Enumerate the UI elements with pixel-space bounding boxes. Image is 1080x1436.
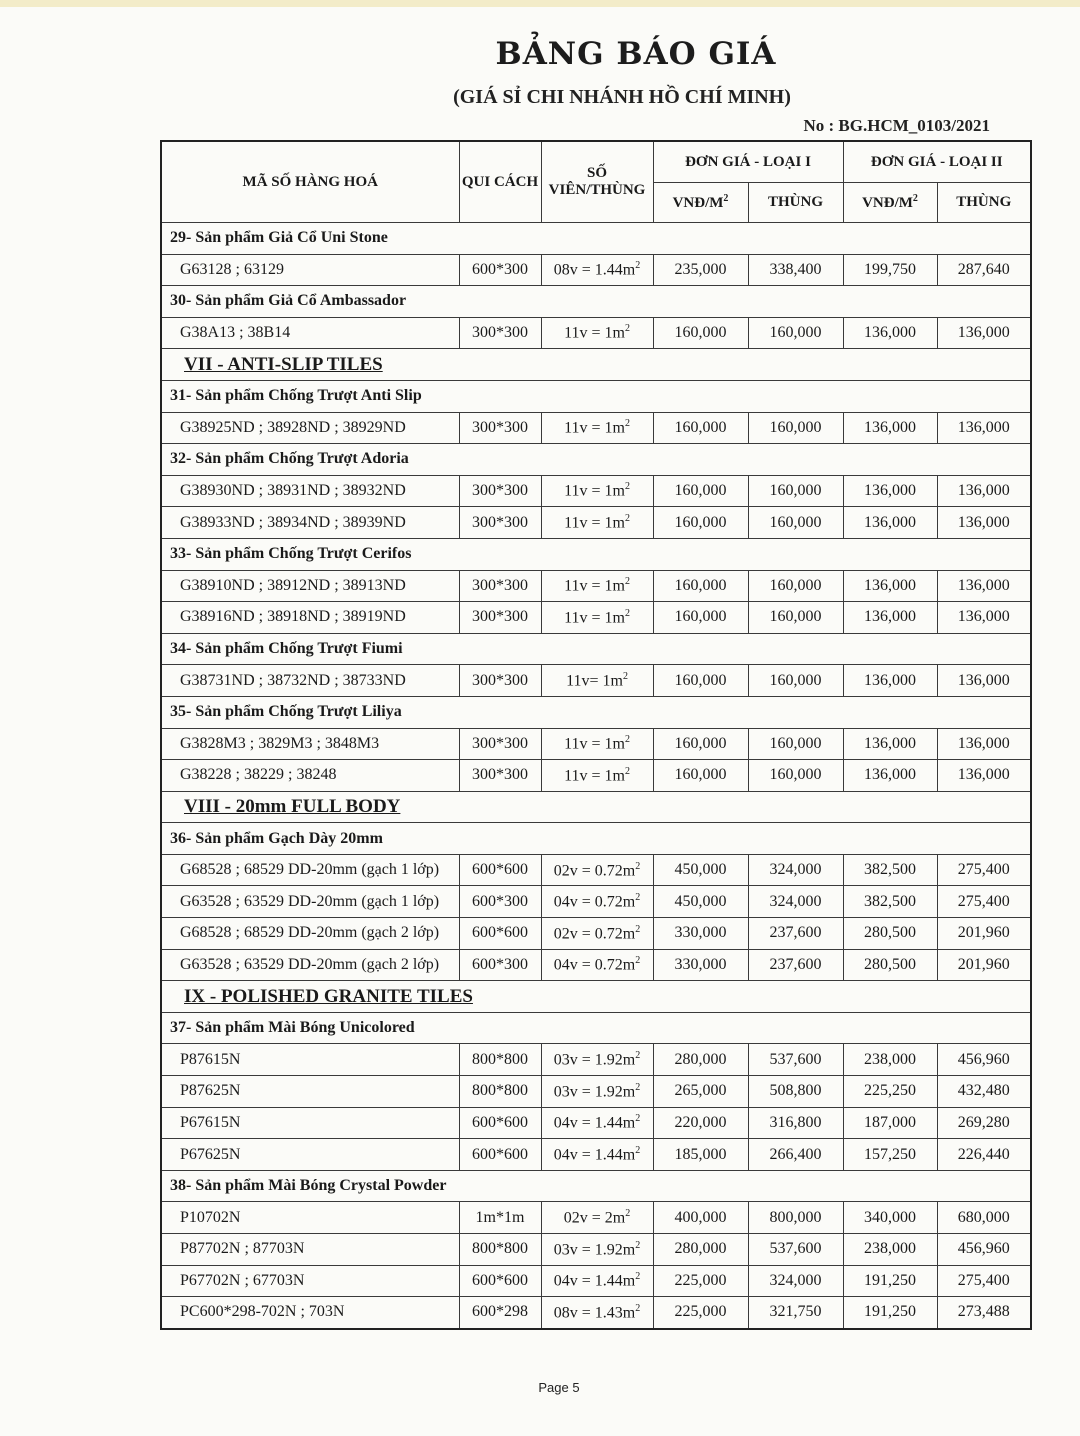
cell-pcs: $04v = 0.72m^2$ [541,949,653,981]
table-row [161,507,1031,539]
cell-price-2-box: 201,960 [937,918,1031,950]
cell-price-2-m2: 136,000 [843,570,937,602]
cell-price-2-m2: 136,000 [843,728,937,760]
cell-code: P87702N ; 87703N [161,1234,459,1266]
table-row [161,317,1031,349]
cell-price-2-box: 136,000 [937,760,1031,792]
cell-code: G3828M3 ; 3829M3 ; 3848M3 [161,728,459,760]
cell-price-1-box: 266,400 [748,1139,843,1171]
cell-spec: 300*300 [459,317,541,349]
cell-price-1-m2: 280,000 [653,1044,748,1076]
section-heading: IX - POLISHED GRANITE TILES [161,981,1031,1013]
cell-price-2-box: 456,960 [937,1044,1031,1076]
cell-price-2-m2: 187,000 [843,1107,937,1139]
cell-price-2-m2: 280,500 [843,918,937,950]
cell-spec: 600*600 [459,1107,541,1139]
cell-spec: 800*800 [459,1076,541,1108]
cell-price-2-m2: 191,250 [843,1297,937,1329]
cell-spec: 300*300 [459,475,541,507]
category-row [161,633,1031,665]
cell-price-1-m2: 265,000 [653,1076,748,1108]
category-row [161,444,1031,476]
category-label: 36- Sản phẩm Gạch Dày 20mm [161,823,1031,855]
cell-price-1-box: 160,000 [748,570,843,602]
cell-pcs: $03v = 1.92m^2$ [541,1076,653,1108]
cell-price-1-box: 800,000 [748,1202,843,1234]
section-heading: VIII - 20mm FULL BODY [161,791,1031,823]
cell-pcs: $04v = 0.72m^2$ [541,886,653,918]
cell-price-2-box: 226,440 [937,1139,1031,1171]
top-edge [0,0,1080,7]
cell-price-2-m2: 199,750 [843,254,937,286]
cell-price-2-m2: 238,000 [843,1234,937,1266]
header-vnd-m2-2: VNĐ/$M^2$ [843,183,937,223]
cell-price-2-m2: 157,250 [843,1139,937,1171]
cell-price-2-box: 273,488 [937,1297,1031,1329]
table-row [161,728,1031,760]
cell-code: G38933ND ; 38934ND ; 38939ND [161,507,459,539]
cell-price-2-box: 136,000 [937,507,1031,539]
cell-spec: 600*600 [459,854,541,886]
cell-spec: 600*298 [459,1297,541,1329]
cell-price-1-box: 160,000 [748,475,843,507]
cell-pcs: $11v = 1m^2$ [541,412,653,444]
cell-price-1-m2: 160,000 [653,317,748,349]
cell-price-1-box: 160,000 [748,760,843,792]
cell-price-1-box: 321,750 [748,1297,843,1329]
cell-pcs: $03v = 1.92m^2$ [541,1044,653,1076]
cell-price-2-box: 136,000 [937,412,1031,444]
category-label: 31- Sản phẩm Chống Trượt Anti Slip [161,380,1031,412]
cell-pcs: $04v = 1.44m^2$ [541,1139,653,1171]
cell-pcs: $02v = 0.72m^2$ [541,918,653,950]
cell-spec: 300*300 [459,412,541,444]
table-row [161,949,1031,981]
cell-code: P10702N [161,1202,459,1234]
cell-pcs: $02v = 2m^2$ [541,1202,653,1234]
cell-price-1-m2: 330,000 [653,949,748,981]
page-title: BẢNG BÁO GIÁ [495,36,777,72]
cell-price-1-m2: 160,000 [653,728,748,760]
cell-price-2-box: 287,640 [937,254,1031,286]
cell-price-2-box: 136,000 [937,570,1031,602]
cell-price-2-m2: 191,250 [843,1265,937,1297]
cell-pcs: $11v = 1m^2$ [541,475,653,507]
price-table-body [161,223,1031,1329]
section-heading-row [161,981,1031,1013]
cell-price-1-m2: 225,000 [653,1297,748,1329]
cell-spec: 600*600 [459,918,541,950]
cell-pcs: $08v = 1.44m^2$ [541,254,653,286]
table-row [161,854,1031,886]
category-row [161,696,1031,728]
table-row [161,1234,1031,1266]
header-code: MÃ SỐ HÀNG HOÁ [161,141,459,223]
category-label: 32- Sản phẩm Chống Trượt Adoria [161,444,1031,476]
cell-price-1-m2: 450,000 [653,854,748,886]
category-row [161,380,1031,412]
cell-price-1-box: 324,000 [748,1265,843,1297]
cell-price-2-box: 680,000 [937,1202,1031,1234]
cell-price-2-m2: 382,500 [843,886,937,918]
cell-price-2-m2: 382,500 [843,854,937,886]
table-row [161,1265,1031,1297]
section-heading: VII - ANTI-SLIP TILES [161,349,1031,381]
cell-price-2-box: 456,960 [937,1234,1031,1266]
cell-price-2-box: 136,000 [937,665,1031,697]
header-pcs: SỐ VIÊN/THÙNG [541,141,653,223]
cell-price-2-box: 275,400 [937,854,1031,886]
cell-price-1-box: 237,600 [748,949,843,981]
cell-price-1-box: 324,000 [748,854,843,886]
cell-price-2-m2: 136,000 [843,317,937,349]
cell-price-1-box: 537,600 [748,1044,843,1076]
cell-price-1-box: 324,000 [748,886,843,918]
table-row [161,254,1031,286]
cell-code: G38910ND ; 38912ND ; 38913ND [161,570,459,602]
cell-spec: 300*300 [459,570,541,602]
cell-price-2-m2: 225,250 [843,1076,937,1108]
category-row [161,1170,1031,1202]
cell-code: G38731ND ; 38732ND ; 38733ND [161,665,459,697]
section-heading-row [161,349,1031,381]
cell-spec: 300*300 [459,728,541,760]
table-row [161,1107,1031,1139]
cell-price-1-m2: 160,000 [653,665,748,697]
cell-code: G38930ND ; 38931ND ; 38932ND [161,475,459,507]
table-row [161,886,1031,918]
table-row [161,602,1031,634]
cell-spec: 800*800 [459,1234,541,1266]
category-row [161,223,1031,255]
cell-pcs: $11v = 1m^2$ [541,317,653,349]
category-row [161,823,1031,855]
cell-price-2-box: 269,280 [937,1107,1031,1139]
cell-price-1-m2: 160,000 [653,570,748,602]
page-subtitle: (GIÁ SỈ CHI NHÁNH HỒ CHÍ MINH) [453,86,791,108]
table-row [161,1202,1031,1234]
cell-price-2-m2: 238,000 [843,1044,937,1076]
category-row [161,1012,1031,1044]
table-row [161,570,1031,602]
page-number: Page 5 [538,1380,580,1395]
cell-spec: 1m*1m [459,1202,541,1234]
header-box-2: THÙNG [937,183,1031,223]
cell-code: G63528 ; 63529 DD-20mm (gạch 2 lớp) [161,949,459,981]
cell-price-1-m2: 330,000 [653,918,748,950]
cell-pcs: $11v = 1m^2$ [541,602,653,634]
category-label: 37- Sản phẩm Mài Bóng Unicolored [161,1012,1031,1044]
cell-price-1-box: 160,000 [748,507,843,539]
cell-code: P87625N [161,1076,459,1108]
cell-spec: 600*300 [459,254,541,286]
cell-price-1-m2: 225,000 [653,1265,748,1297]
cell-price-2-box: 136,000 [937,602,1031,634]
cell-price-1-m2: 160,000 [653,507,748,539]
cell-code: G38A13 ; 38B14 [161,317,459,349]
cell-price-1-m2: 235,000 [653,254,748,286]
cell-price-1-m2: 450,000 [653,886,748,918]
cell-price-2-box: 136,000 [937,475,1031,507]
cell-price-1-box: 338,400 [748,254,843,286]
cell-price-2-m2: 340,000 [843,1202,937,1234]
cell-spec: 300*300 [459,760,541,792]
cell-pcs: $04v = 1.44m^2$ [541,1107,653,1139]
cell-code: G38916ND ; 38918ND ; 38919ND [161,602,459,634]
cell-code: PC600*298-702N ; 703N [161,1297,459,1329]
cell-pcs: $03v = 1.92m^2$ [541,1234,653,1266]
category-label: 34- Sản phẩm Chống Trượt Fiumi [161,633,1031,665]
cell-spec: 600*600 [459,1265,541,1297]
cell-spec: 300*300 [459,602,541,634]
cell-price-2-box: 432,480 [937,1076,1031,1108]
cell-code: P67702N ; 67703N [161,1265,459,1297]
cell-price-1-m2: 160,000 [653,760,748,792]
cell-pcs: $04v = 1.44m^2$ [541,1265,653,1297]
price-table [160,140,1032,1330]
table-row [161,1297,1031,1329]
cell-pcs: $11v = 1m^2$ [541,570,653,602]
cell-spec: 600*300 [459,949,541,981]
category-label: 33- Sản phẩm Chống Trượt Cerifos [161,538,1031,570]
header-vnd-m2-1: VNĐ/$M^2$ [653,183,748,223]
cell-price-2-m2: 136,000 [843,475,937,507]
cell-pcs: $11v = 1m^2$ [541,728,653,760]
cell-code: G68528 ; 68529 DD-20mm (gạch 1 lớp) [161,854,459,886]
header-price-2: ĐƠN GIÁ - LOẠI II [843,141,1031,183]
cell-pcs: $02v = 0.72m^2$ [541,854,653,886]
table-row [161,1076,1031,1108]
section-heading-row [161,791,1031,823]
cell-code: G68528 ; 68529 DD-20mm (gạch 2 lớp) [161,918,459,950]
cell-price-2-m2: 136,000 [843,602,937,634]
header-box-1: THÙNG [748,183,843,223]
cell-code: G63528 ; 63529 DD-20mm (gạch 1 lớp) [161,886,459,918]
cell-price-2-m2: 136,000 [843,507,937,539]
cell-code: P67625N [161,1139,459,1171]
cell-price-2-m2: 136,000 [843,760,937,792]
category-label: 30- Sản phẩm Giả Cổ Ambassador [161,286,1031,318]
category-row [161,538,1031,570]
category-row [161,286,1031,318]
table-row [161,665,1031,697]
table-row [161,412,1031,444]
cell-code: G63128 ; 63129 [161,254,459,286]
cell-pcs: $08v = 1.43m^2$ [541,1297,653,1329]
header-price-1: ĐƠN GIÁ - LOẠI I [653,141,843,183]
cell-spec: 600*600 [459,1139,541,1171]
cell-price-1-m2: 160,000 [653,475,748,507]
category-label: 35- Sản phẩm Chống Trượt Liliya [161,696,1031,728]
cell-price-2-box: 136,000 [937,317,1031,349]
cell-price-2-box: 275,400 [937,1265,1031,1297]
cell-pcs: $11v = 1m^2$ [541,507,653,539]
cell-spec: 300*300 [459,507,541,539]
cell-price-1-box: 316,800 [748,1107,843,1139]
cell-code: G38228 ; 38229 ; 38248 [161,760,459,792]
table-row [161,760,1031,792]
cell-price-1-m2: 160,000 [653,602,748,634]
cell-code: P67615N [161,1107,459,1139]
cell-price-1-m2: 160,000 [653,412,748,444]
cell-price-1-m2: 185,000 [653,1139,748,1171]
cell-price-1-box: 160,000 [748,602,843,634]
table-row [161,918,1031,950]
cell-price-1-box: 160,000 [748,412,843,444]
cell-spec: 800*800 [459,1044,541,1076]
category-label: 29- Sản phẩm Giả Cổ Uni Stone [161,223,1031,255]
cell-price-1-m2: 400,000 [653,1202,748,1234]
cell-price-2-m2: 136,000 [843,412,937,444]
cell-price-1-box: 160,000 [748,317,843,349]
cell-price-2-m2: 280,500 [843,949,937,981]
cell-price-1-box: 537,600 [748,1234,843,1266]
cell-pcs: $11v= 1m^2$ [541,665,653,697]
cell-price-1-box: 160,000 [748,728,843,760]
table-row [161,1139,1031,1171]
cell-price-1-box: 237,600 [748,918,843,950]
cell-price-2-box: 136,000 [937,728,1031,760]
cell-price-1-m2: 220,000 [653,1107,748,1139]
cell-spec: 600*300 [459,886,541,918]
table-row [161,475,1031,507]
cell-price-2-m2: 136,000 [843,665,937,697]
cell-price-1-box: 160,000 [748,665,843,697]
header-spec: QUI CÁCH [459,141,541,223]
table-row [161,1044,1031,1076]
cell-pcs: $11v = 1m^2$ [541,760,653,792]
category-label: 38- Sản phẩm Mài Bóng Crystal Powder [161,1170,1031,1202]
cell-code: G38925ND ; 38928ND ; 38929ND [161,412,459,444]
document-number: No : BG.HCM_0103/2021 [803,116,990,135]
cell-price-2-box: 275,400 [937,886,1031,918]
cell-price-2-box: 201,960 [937,949,1031,981]
cell-price-1-box: 508,800 [748,1076,843,1108]
cell-price-1-m2: 280,000 [653,1234,748,1266]
cell-spec: 300*300 [459,665,541,697]
cell-code: P87615N [161,1044,459,1076]
